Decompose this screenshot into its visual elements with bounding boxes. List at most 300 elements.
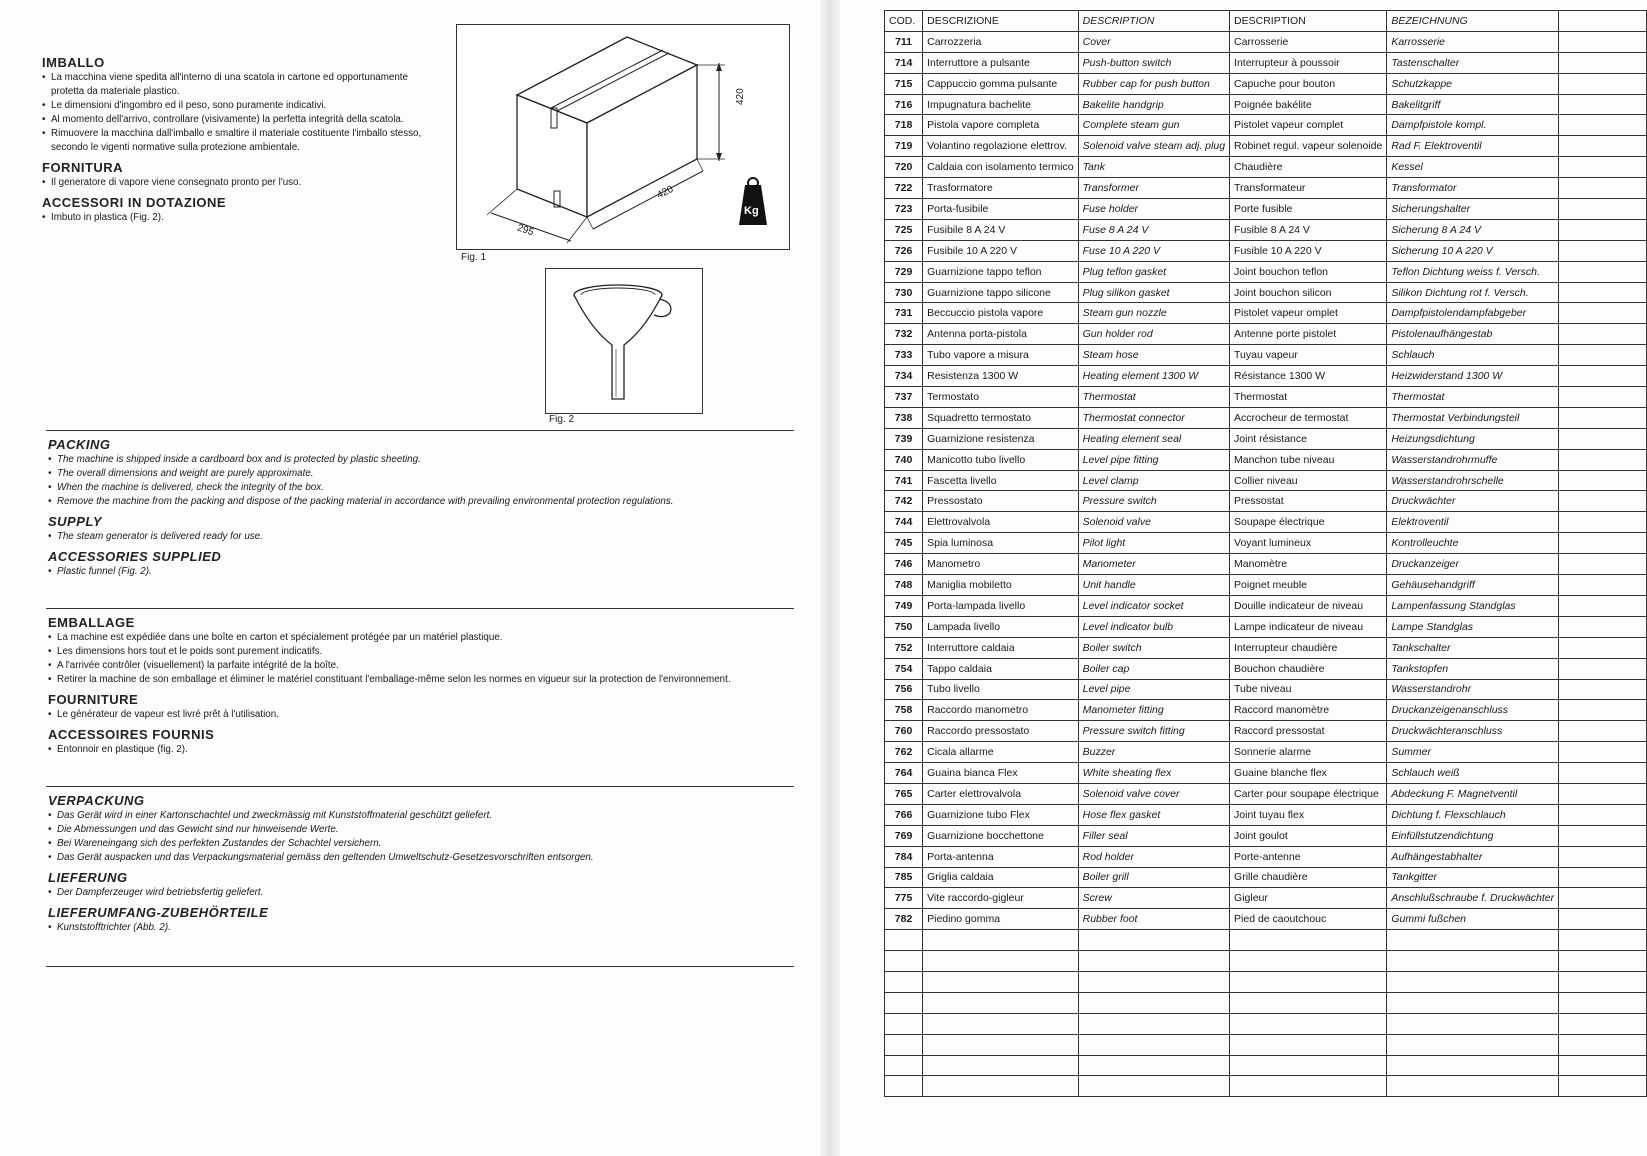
list-accessories-supplied bbox=[48, 565, 788, 579]
part-name-it: Impugnatura bachelite bbox=[923, 94, 1079, 115]
dimension-width-label: 295 bbox=[515, 222, 536, 239]
figure-2-funnel bbox=[545, 268, 703, 414]
part-name-de: Tankschalter bbox=[1387, 637, 1559, 658]
part-name-fr: Pied de caoutchouc bbox=[1230, 909, 1387, 930]
part-name-de: Bakelitgriff bbox=[1387, 94, 1559, 115]
list-item: • Remove the machine from the packing and dispose of the packing material in accordance with prevailing environmental protection regulations. bbox=[48, 495, 788, 509]
table-row bbox=[885, 178, 1647, 199]
part-code: 740 bbox=[885, 449, 923, 470]
list-item: • Le générateur de vapeur est livré prêt à l'utilisation. bbox=[48, 708, 788, 722]
part-code: 734 bbox=[885, 366, 923, 387]
part-code: 775 bbox=[885, 888, 923, 909]
header-code: COD. bbox=[885, 11, 923, 32]
table-row bbox=[885, 721, 1647, 742]
part-code: 729 bbox=[885, 261, 923, 282]
part-name-it: Squadretto termostato bbox=[923, 407, 1079, 428]
table-row-empty bbox=[885, 1076, 1647, 1097]
header-extra bbox=[1559, 11, 1647, 32]
part-code: 782 bbox=[885, 909, 923, 930]
part-code: 746 bbox=[885, 554, 923, 575]
part-name-de: Teflon Dichtung weiss f. Versch. bbox=[1387, 261, 1559, 282]
list-item: • Retirer la machine de son emballage et éliminer le matériel constituant l'emballage-même selon les normes en vigueur sur la protection de l'environnement. bbox=[48, 673, 788, 687]
part-code: 716 bbox=[885, 94, 923, 115]
table-row bbox=[885, 219, 1647, 240]
dimension-height-label: 420 bbox=[735, 88, 746, 105]
part-name-it: Antenna porta-pistola bbox=[923, 324, 1079, 345]
empty-cell bbox=[1559, 533, 1647, 554]
part-name-fr: Transformateur bbox=[1230, 178, 1387, 199]
table-row bbox=[885, 345, 1647, 366]
table-row bbox=[885, 491, 1647, 512]
empty-cell bbox=[1559, 846, 1647, 867]
part-name-fr: Résistance 1300 W bbox=[1230, 366, 1387, 387]
part-name-fr: Bouchon chaudière bbox=[1230, 658, 1387, 679]
empty-cell bbox=[1559, 52, 1647, 73]
list-item: • A l'arrivée contrôler (visuellement) la parfaite intégrité de la boîte. bbox=[48, 659, 788, 673]
empty-cell bbox=[885, 1034, 923, 1055]
empty-cell bbox=[1559, 763, 1647, 784]
empty-cell bbox=[923, 930, 1079, 951]
part-name-en: Solenoid valve bbox=[1078, 512, 1229, 533]
list-accessoires-fournis bbox=[48, 743, 788, 757]
part-name-de: Dampfpistolendampfabgeber bbox=[1387, 303, 1559, 324]
part-name-fr: Guaine blanche flex bbox=[1230, 763, 1387, 784]
empty-cell bbox=[1078, 930, 1229, 951]
part-name-it: Trasformatore bbox=[923, 178, 1079, 199]
part-code: 749 bbox=[885, 595, 923, 616]
part-name-de: Aufhängestabhalter bbox=[1387, 846, 1559, 867]
french-section bbox=[48, 614, 788, 761]
part-name-fr: Joint bouchon silicon bbox=[1230, 282, 1387, 303]
heading-verpackung: VERPACKUNG bbox=[48, 793, 145, 808]
empty-cell bbox=[1559, 345, 1647, 366]
part-name-fr: Poignée bakélite bbox=[1230, 94, 1387, 115]
empty-cell bbox=[923, 1013, 1079, 1034]
part-name-en: Transformer bbox=[1078, 178, 1229, 199]
list-fornitura bbox=[42, 176, 422, 190]
list-item: • The machine is shipped inside a cardboard box and is protected by plastic sheeting. bbox=[48, 453, 788, 467]
empty-cell bbox=[1559, 94, 1647, 115]
table-row bbox=[885, 199, 1647, 220]
table-row bbox=[885, 157, 1647, 178]
empty-cell bbox=[1559, 136, 1647, 157]
empty-cell bbox=[1387, 930, 1559, 951]
part-name-fr: Accrocheur de termostat bbox=[1230, 407, 1387, 428]
empty-cell bbox=[1559, 73, 1647, 94]
part-name-en: Pressure switch fitting bbox=[1078, 721, 1229, 742]
part-code: 714 bbox=[885, 52, 923, 73]
part-name-it: Cappuccio gomma pulsante bbox=[923, 73, 1079, 94]
empty-cell bbox=[1387, 1013, 1559, 1034]
part-name-fr: Pressostat bbox=[1230, 491, 1387, 512]
empty-cell bbox=[1559, 324, 1647, 345]
part-name-fr: Joint résistance bbox=[1230, 428, 1387, 449]
empty-cell bbox=[923, 971, 1079, 992]
part-name-en: Boiler switch bbox=[1078, 637, 1229, 658]
table-row-empty bbox=[885, 1055, 1647, 1076]
empty-cell bbox=[923, 951, 1079, 972]
table-row bbox=[885, 679, 1647, 700]
part-code: 785 bbox=[885, 867, 923, 888]
part-name-en: Thermostat connector bbox=[1078, 407, 1229, 428]
part-name-en: Pilot light bbox=[1078, 533, 1229, 554]
empty-cell bbox=[1559, 261, 1647, 282]
empty-cell bbox=[1559, 783, 1647, 804]
part-name-en: Cover bbox=[1078, 31, 1229, 52]
table-row bbox=[885, 282, 1647, 303]
part-name-fr: Lampe indicateur de niveau bbox=[1230, 616, 1387, 637]
part-name-fr: Porte-antenne bbox=[1230, 846, 1387, 867]
part-name-it: Griglia caldaia bbox=[923, 867, 1079, 888]
part-name-en: Manometer fitting bbox=[1078, 700, 1229, 721]
list-item: • La macchina viene spedita all'interno di una scatola in cartone ed opportunamente protetta da materiale plastico. bbox=[42, 71, 422, 99]
part-name-fr: Capuche pour bouton bbox=[1230, 73, 1387, 94]
table-row bbox=[885, 73, 1647, 94]
part-name-de: Pistolenaufhängestab bbox=[1387, 324, 1559, 345]
part-name-de: Sicherung 8 A 24 V bbox=[1387, 219, 1559, 240]
part-code: 752 bbox=[885, 637, 923, 658]
list-supply bbox=[48, 530, 788, 544]
table-row bbox=[885, 303, 1647, 324]
empty-cell bbox=[885, 1013, 923, 1034]
part-name-de: Heizwiderstand 1300 W bbox=[1387, 366, 1559, 387]
part-name-en: Fuse holder bbox=[1078, 199, 1229, 220]
part-name-en: Bakelite handgrip bbox=[1078, 94, 1229, 115]
empty-cell bbox=[885, 930, 923, 951]
part-code: 722 bbox=[885, 178, 923, 199]
table-row bbox=[885, 888, 1647, 909]
list-accessori bbox=[42, 211, 422, 225]
empty-cell bbox=[1559, 387, 1647, 408]
part-name-fr: Joint bouchon teflon bbox=[1230, 261, 1387, 282]
part-name-de: Silikon Dichtung rot f. Versch. bbox=[1387, 282, 1559, 303]
empty-cell bbox=[1559, 31, 1647, 52]
heading-packing: PACKING bbox=[48, 437, 111, 452]
part-name-en: Heating element seal bbox=[1078, 428, 1229, 449]
part-code: 764 bbox=[885, 763, 923, 784]
part-name-fr: Raccord pressostat bbox=[1230, 721, 1387, 742]
part-name-de: Schlauch weiß bbox=[1387, 763, 1559, 784]
list-item: • Imbuto in plastica (Fig. 2). bbox=[42, 211, 422, 225]
table-row bbox=[885, 387, 1647, 408]
empty-cell bbox=[1559, 491, 1647, 512]
part-name-en: Manometer bbox=[1078, 554, 1229, 575]
table-row bbox=[885, 449, 1647, 470]
list-lieferumfang bbox=[48, 921, 788, 935]
empty-cell bbox=[923, 1076, 1079, 1097]
part-name-it: Tubo vapore a misura bbox=[923, 345, 1079, 366]
table-row bbox=[885, 324, 1647, 345]
divider bbox=[46, 786, 794, 787]
part-code: 741 bbox=[885, 470, 923, 491]
part-name-it: Manometro bbox=[923, 554, 1079, 575]
part-name-en: Screw bbox=[1078, 888, 1229, 909]
empty-cell bbox=[923, 992, 1079, 1013]
part-name-it: Guarnizione tappo silicone bbox=[923, 282, 1079, 303]
part-name-it: Volantino regolazione elettrov. bbox=[923, 136, 1079, 157]
empty-cell bbox=[1559, 428, 1647, 449]
part-name-en: Level clamp bbox=[1078, 470, 1229, 491]
funnel-icon bbox=[546, 269, 702, 413]
list-item: • Bei Wareneingang sich des perfekten Zustandes der Schachtel versichern. bbox=[48, 837, 788, 851]
part-name-it: Fascetta livello bbox=[923, 470, 1079, 491]
part-name-en: Plug silikon gasket bbox=[1078, 282, 1229, 303]
part-name-fr: Joint tuyau flex bbox=[1230, 804, 1387, 825]
part-name-fr: Pistolet vapeur omplet bbox=[1230, 303, 1387, 324]
part-code: 754 bbox=[885, 658, 923, 679]
part-code: 760 bbox=[885, 721, 923, 742]
part-name-it: Spia luminosa bbox=[923, 533, 1079, 554]
part-name-it: Carrozzeria bbox=[923, 31, 1079, 52]
part-name-de: Druckanzeiger bbox=[1387, 554, 1559, 575]
empty-cell bbox=[923, 1034, 1079, 1055]
empty-cell bbox=[1559, 658, 1647, 679]
empty-cell bbox=[1559, 554, 1647, 575]
table-row bbox=[885, 470, 1647, 491]
part-name-it: Porta-antenna bbox=[923, 846, 1079, 867]
list-packing bbox=[48, 453, 788, 509]
table-row bbox=[885, 616, 1647, 637]
part-name-de: Dampfpistole kompl. bbox=[1387, 115, 1559, 136]
list-item: • Il generatore di vapore viene consegnato pronto per l'uso. bbox=[42, 176, 422, 190]
list-item: • Plastic funnel (Fig. 2). bbox=[48, 565, 788, 579]
table-header-row bbox=[885, 11, 1647, 32]
part-name-it: Resistenza 1300 W bbox=[923, 366, 1079, 387]
part-name-it: Fusibile 10 A 220 V bbox=[923, 240, 1079, 261]
table-row bbox=[885, 909, 1647, 930]
heading-fornitura: FORNITURA bbox=[42, 160, 124, 175]
part-name-it: Guarnizione resistenza bbox=[923, 428, 1079, 449]
empty-cell bbox=[1078, 1013, 1229, 1034]
table-row bbox=[885, 825, 1647, 846]
part-name-en: Heating element 1300 W bbox=[1078, 366, 1229, 387]
part-name-it: Interruttore caldaia bbox=[923, 637, 1079, 658]
list-item: • When the machine is delivered, check the integrity of the box. bbox=[48, 481, 788, 495]
table-row bbox=[885, 763, 1647, 784]
part-name-it: Pistola vapore completa bbox=[923, 115, 1079, 136]
part-code: 723 bbox=[885, 199, 923, 220]
empty-cell bbox=[1078, 1055, 1229, 1076]
part-name-it: Porta-lampada livello bbox=[923, 595, 1079, 616]
part-code: 762 bbox=[885, 742, 923, 763]
part-name-en: Boiler cap bbox=[1078, 658, 1229, 679]
table-row bbox=[885, 512, 1647, 533]
part-name-it: Guaina bianca Flex bbox=[923, 763, 1079, 784]
heading-accessoires-fournis: ACCESSOIRES FOURNIS bbox=[48, 727, 215, 742]
part-name-de: Wasserstandrohrschelle bbox=[1387, 470, 1559, 491]
divider bbox=[46, 608, 794, 609]
part-name-fr: Carter pour soupape électrique bbox=[1230, 783, 1387, 804]
list-item: • Der Dampferzeuger wird betriebsfertig geliefert. bbox=[48, 886, 788, 900]
part-name-it: Guarnizione bocchettone bbox=[923, 825, 1079, 846]
table-row bbox=[885, 136, 1647, 157]
empty-cell bbox=[1559, 512, 1647, 533]
part-name-en: Push-button switch bbox=[1078, 52, 1229, 73]
list-item: • Das Gerät auspacken und das Verpackungsmaterial gemäss den geltenden Umweltschutz-Gesetzesvorschriften entsorgen. bbox=[48, 851, 788, 865]
table-row bbox=[885, 115, 1647, 136]
part-name-fr: Grille chaudière bbox=[1230, 867, 1387, 888]
english-section bbox=[48, 436, 788, 583]
empty-cell bbox=[1559, 1013, 1647, 1034]
list-imballo bbox=[42, 71, 422, 155]
part-name-en: Steam hose bbox=[1078, 345, 1229, 366]
table-row bbox=[885, 533, 1647, 554]
empty-cell bbox=[885, 1055, 923, 1076]
part-name-fr: Pistolet vapeur complet bbox=[1230, 115, 1387, 136]
empty-cell bbox=[1078, 1034, 1229, 1055]
part-name-en: Filler seal bbox=[1078, 825, 1229, 846]
empty-cell bbox=[1078, 1076, 1229, 1097]
part-name-fr: Gigleur bbox=[1230, 888, 1387, 909]
part-name-en: Rubber cap for push button bbox=[1078, 73, 1229, 94]
part-name-de: Einfüllstutzendichtung bbox=[1387, 825, 1559, 846]
table-row bbox=[885, 94, 1647, 115]
list-item: • The overall dimensions and weight are purely approximate. bbox=[48, 467, 788, 481]
list-item: • Al momento dell'arrivo, controllare (visivamente) la perfetta integrità della scatola. bbox=[42, 113, 422, 127]
part-code: 742 bbox=[885, 491, 923, 512]
empty-cell bbox=[885, 1076, 923, 1097]
part-name-en: Steam gun nozzle bbox=[1078, 303, 1229, 324]
part-name-it: Fusibile 8 A 24 V bbox=[923, 219, 1079, 240]
empty-cell bbox=[1559, 1076, 1647, 1097]
part-code: 784 bbox=[885, 846, 923, 867]
part-code: 744 bbox=[885, 512, 923, 533]
part-name-en: Pressure switch bbox=[1078, 491, 1229, 512]
heading-fourniture: FOURNITURE bbox=[48, 692, 139, 707]
part-code: 748 bbox=[885, 575, 923, 596]
list-lieferung bbox=[48, 886, 788, 900]
empty-cell bbox=[1559, 992, 1647, 1013]
empty-cell bbox=[1559, 825, 1647, 846]
list-item: • Entonnoir en plastique (fig. 2). bbox=[48, 743, 788, 757]
part-name-de: Elektroventil bbox=[1387, 512, 1559, 533]
part-name-it: Maniglia mobiletto bbox=[923, 575, 1079, 596]
part-name-en: Rubber foot bbox=[1078, 909, 1229, 930]
table-row bbox=[885, 554, 1647, 575]
part-name-fr: Soupape électrique bbox=[1230, 512, 1387, 533]
part-name-fr: Thermostat bbox=[1230, 387, 1387, 408]
part-name-it: Lampada livello bbox=[923, 616, 1079, 637]
empty-cell bbox=[1559, 1034, 1647, 1055]
part-name-de: Schutzkappe bbox=[1387, 73, 1559, 94]
part-name-it: Raccordo manometro bbox=[923, 700, 1079, 721]
empty-cell bbox=[1559, 115, 1647, 136]
part-name-en: Boiler grill bbox=[1078, 867, 1229, 888]
table-row bbox=[885, 804, 1647, 825]
table-row bbox=[885, 637, 1647, 658]
part-name-de: Lampe Standglas bbox=[1387, 616, 1559, 637]
part-name-de: Wasserstandrohrmuffe bbox=[1387, 449, 1559, 470]
part-name-en: Plug teflon gasket bbox=[1078, 261, 1229, 282]
part-name-fr: Interrupteur à poussoir bbox=[1230, 52, 1387, 73]
page-gutter bbox=[820, 0, 840, 1156]
table-row bbox=[885, 261, 1647, 282]
list-item: • Les dimensions hors tout et le poids sont purement indicatifs. bbox=[48, 645, 788, 659]
list-item: • The steam generator is delivered ready for use. bbox=[48, 530, 788, 544]
part-code: 737 bbox=[885, 387, 923, 408]
part-name-fr: Antenne porte pistolet bbox=[1230, 324, 1387, 345]
empty-cell bbox=[1559, 303, 1647, 324]
part-name-fr: Raccord manomètre bbox=[1230, 700, 1387, 721]
part-name-de: Gehäusehandgriff bbox=[1387, 575, 1559, 596]
empty-cell bbox=[1559, 575, 1647, 596]
empty-cell bbox=[1078, 951, 1229, 972]
empty-cell bbox=[885, 951, 923, 972]
divider bbox=[46, 966, 794, 967]
empty-cell bbox=[1078, 971, 1229, 992]
part-name-de: Sicherungshalter bbox=[1387, 199, 1559, 220]
table-row-empty bbox=[885, 992, 1647, 1013]
part-name-it: Elettrovalvola bbox=[923, 512, 1079, 533]
table-row bbox=[885, 428, 1647, 449]
table-row-empty bbox=[885, 1034, 1647, 1055]
part-name-it: Tappo caldaia bbox=[923, 658, 1079, 679]
heading-supply: SUPPLY bbox=[48, 514, 103, 529]
part-name-en: Gun holder rod bbox=[1078, 324, 1229, 345]
box-drawing bbox=[457, 25, 789, 249]
part-name-it: Vite raccordo-gigleur bbox=[923, 888, 1079, 909]
table-row bbox=[885, 658, 1647, 679]
part-code: 731 bbox=[885, 303, 923, 324]
part-name-it: Raccordo pressostato bbox=[923, 721, 1079, 742]
heading-emballage: EMBALLAGE bbox=[48, 615, 135, 630]
part-code: 769 bbox=[885, 825, 923, 846]
list-item: • Le dimensioni d'ingombro ed il peso, sono puramente indicativi. bbox=[42, 99, 422, 113]
header-descrizione: DESCRIZIONE bbox=[923, 11, 1079, 32]
part-name-en: Tank bbox=[1078, 157, 1229, 178]
part-name-it: Caldaia con isolamento termico bbox=[923, 157, 1079, 178]
part-name-fr: Douille indicateur de niveau bbox=[1230, 595, 1387, 616]
part-name-it: Interruttore a pulsante bbox=[923, 52, 1079, 73]
part-code: 765 bbox=[885, 783, 923, 804]
header-description-fr: DESCRIPTION bbox=[1230, 11, 1387, 32]
parts-table bbox=[884, 10, 1647, 1097]
part-name-en: White sheating flex bbox=[1078, 763, 1229, 784]
part-code: 739 bbox=[885, 428, 923, 449]
empty-cell bbox=[1559, 616, 1647, 637]
list-item: • Rimuovere la macchina dall'imballo e smaltire il materiale costituente l'imballo stesso, secondo le vigenti normative sulla protezione ambientale. bbox=[42, 127, 422, 155]
part-name-de: Anschlußschraube f. Druckwächter bbox=[1387, 888, 1559, 909]
empty-cell bbox=[1559, 407, 1647, 428]
part-name-en: Solenoid valve steam adj. plug bbox=[1078, 136, 1229, 157]
empty-cell bbox=[923, 1055, 1079, 1076]
empty-cell bbox=[1230, 1055, 1387, 1076]
part-name-de: Druckwächteranschluss bbox=[1387, 721, 1559, 742]
part-name-fr: Chaudière bbox=[1230, 157, 1387, 178]
table-row bbox=[885, 240, 1647, 261]
part-name-en: Rod holder bbox=[1078, 846, 1229, 867]
empty-cell bbox=[1387, 971, 1559, 992]
heading-accessories-supplied: ACCESSORIES SUPPLIED bbox=[48, 549, 222, 564]
part-code: 745 bbox=[885, 533, 923, 554]
table-row bbox=[885, 595, 1647, 616]
empty-cell bbox=[1559, 199, 1647, 220]
part-name-de: Tankstopfen bbox=[1387, 658, 1559, 679]
part-name-it: Beccuccio pistola vapore bbox=[923, 303, 1079, 324]
part-name-de: Schlauch bbox=[1387, 345, 1559, 366]
part-name-de: Tastenschalter bbox=[1387, 52, 1559, 73]
part-code: 718 bbox=[885, 115, 923, 136]
empty-cell bbox=[1559, 157, 1647, 178]
part-name-en: Level pipe fitting bbox=[1078, 449, 1229, 470]
table-row-empty bbox=[885, 971, 1647, 992]
empty-cell bbox=[1559, 951, 1647, 972]
empty-cell bbox=[1559, 742, 1647, 763]
list-item: • Kunststofftrichter (Abb. 2). bbox=[48, 921, 788, 935]
part-name-de: Rad F. Elektroventil bbox=[1387, 136, 1559, 157]
part-name-fr: Sonnerie alarme bbox=[1230, 742, 1387, 763]
empty-cell bbox=[1078, 992, 1229, 1013]
